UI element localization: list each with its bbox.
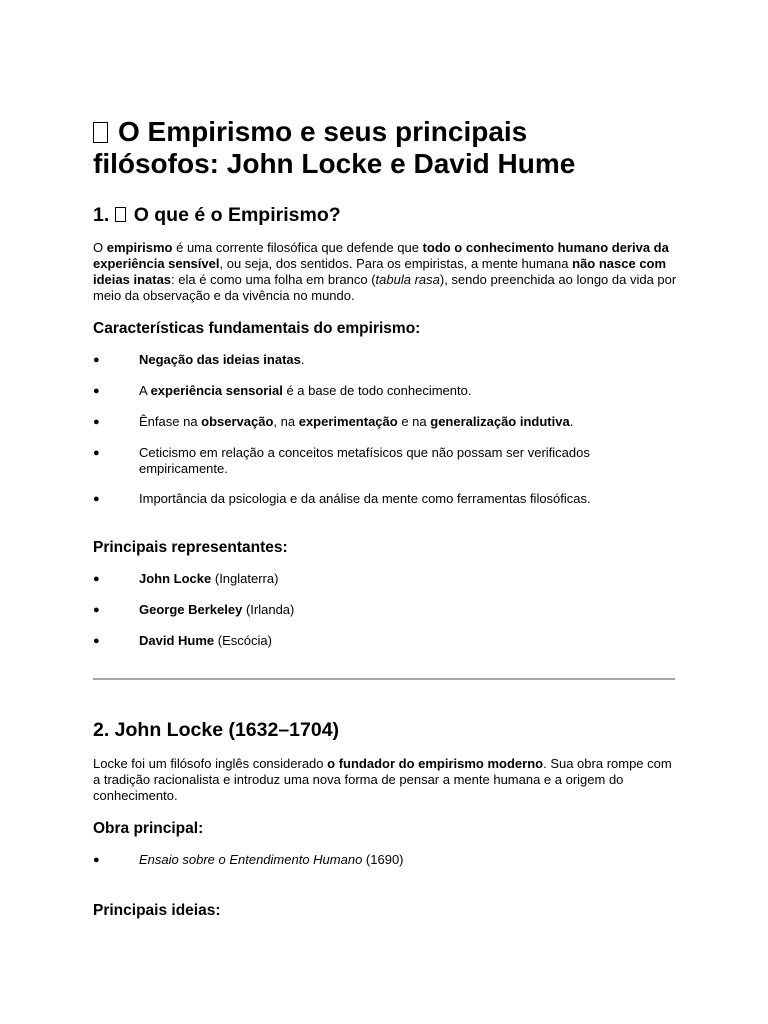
characteristics-heading: Características fundamentais do empirismo: (93, 320, 421, 337)
bullet-icon: ● (93, 354, 100, 366)
text-run: O (93, 240, 107, 255)
main-work-heading: Obra principal: (93, 820, 204, 837)
bold-text: o fundador do empirismo moderno (327, 756, 544, 771)
main-ideas-heading: Principais ideias: (93, 902, 221, 919)
list-item (93, 414, 655, 430)
bullet-icon: ● (93, 854, 100, 866)
text-run: é a base de todo conhecimento. (282, 383, 472, 398)
text-run: . (300, 352, 305, 367)
text-run: , na (273, 414, 299, 429)
missing-glyph-icon (115, 207, 126, 222)
list-item (93, 571, 655, 587)
italic-text: tabula rasa (375, 272, 440, 287)
bold-text: observação (201, 414, 274, 429)
bold-text: empirismo (106, 240, 173, 255)
bullet-icon: ● (93, 385, 100, 397)
list-item (93, 633, 655, 649)
text-run: : ela é como uma folha em branco ( (171, 272, 376, 287)
text-run: Locke foi um filósofo inglês considerado (93, 756, 328, 771)
empiricism-definition-paragraph (93, 240, 677, 304)
representatives-heading: Principais representantes: (93, 539, 288, 556)
list-item (93, 491, 655, 507)
bullet-icon: ● (93, 416, 100, 428)
text-run: A (139, 383, 151, 398)
bold-text: John Locke (139, 571, 212, 586)
list-item (93, 445, 655, 477)
bold-text: David Hume (139, 633, 215, 648)
text-run: Importância da psicologia e da análise da mente como ferramentas filosóficas. (139, 491, 591, 506)
text-run: (1690) (362, 852, 404, 867)
section-2-heading: 2. John Locke (1632–1704) (93, 719, 340, 741)
bullet-icon: ● (93, 493, 100, 505)
bullet-icon: ● (93, 635, 100, 647)
list-item (93, 852, 655, 868)
text-run: e na (397, 414, 431, 429)
text-run: , ou seja, dos sentidos. Para os empiristas, a mente humana (219, 256, 573, 271)
bullet-icon: ● (93, 573, 100, 585)
list-item (93, 383, 655, 399)
bold-text: experiência sensorial (150, 383, 283, 398)
text-run: é uma corrente filosófica que defende que (172, 240, 423, 255)
section-divider (93, 678, 675, 680)
bullet-icon: ● (93, 604, 100, 616)
bullet-icon: ● (93, 447, 100, 459)
text-run: (Irlanda) (242, 602, 295, 617)
text-run: Ênfase na (139, 414, 202, 429)
bold-text: Negação das ideias inatas (139, 352, 301, 367)
bold-text: George Berkeley (139, 602, 243, 617)
section-1-heading: 1. O que é o Empirismo? (93, 204, 341, 226)
text-run: . (569, 414, 574, 429)
document-title: O Empirismo e seus principais filósofos: John Locke e David Hume (93, 116, 576, 179)
list-item (93, 352, 655, 368)
text-run: (Escócia) (214, 633, 272, 648)
bold-text: não nasce com ideias inatas (93, 256, 667, 287)
text-run: . Sua obra rompe com a tradição racionalista e introduz uma nova forma de pensar a mente humana e a origem do conhecimento. (93, 756, 672, 803)
list-item (93, 602, 655, 618)
italic-text: Ensaio sobre o Entendimento Humano (139, 852, 363, 867)
bold-text: generalização indutiva (430, 414, 570, 429)
bold-text: experimentação (298, 414, 398, 429)
locke-intro-paragraph (93, 756, 677, 804)
bold-text: todo o conhecimento humano deriva da experiência sensível (93, 240, 669, 271)
text-run: (Inglaterra) (211, 571, 279, 586)
text-run: ), sendo preenchida ao longo da vida por meio da observação e da vivência no mundo. (93, 272, 677, 303)
missing-glyph-icon (93, 122, 108, 143)
text-run: Ceticismo em relação a conceitos metafísicos que não possam ser verificados empiricamente. (139, 445, 590, 476)
